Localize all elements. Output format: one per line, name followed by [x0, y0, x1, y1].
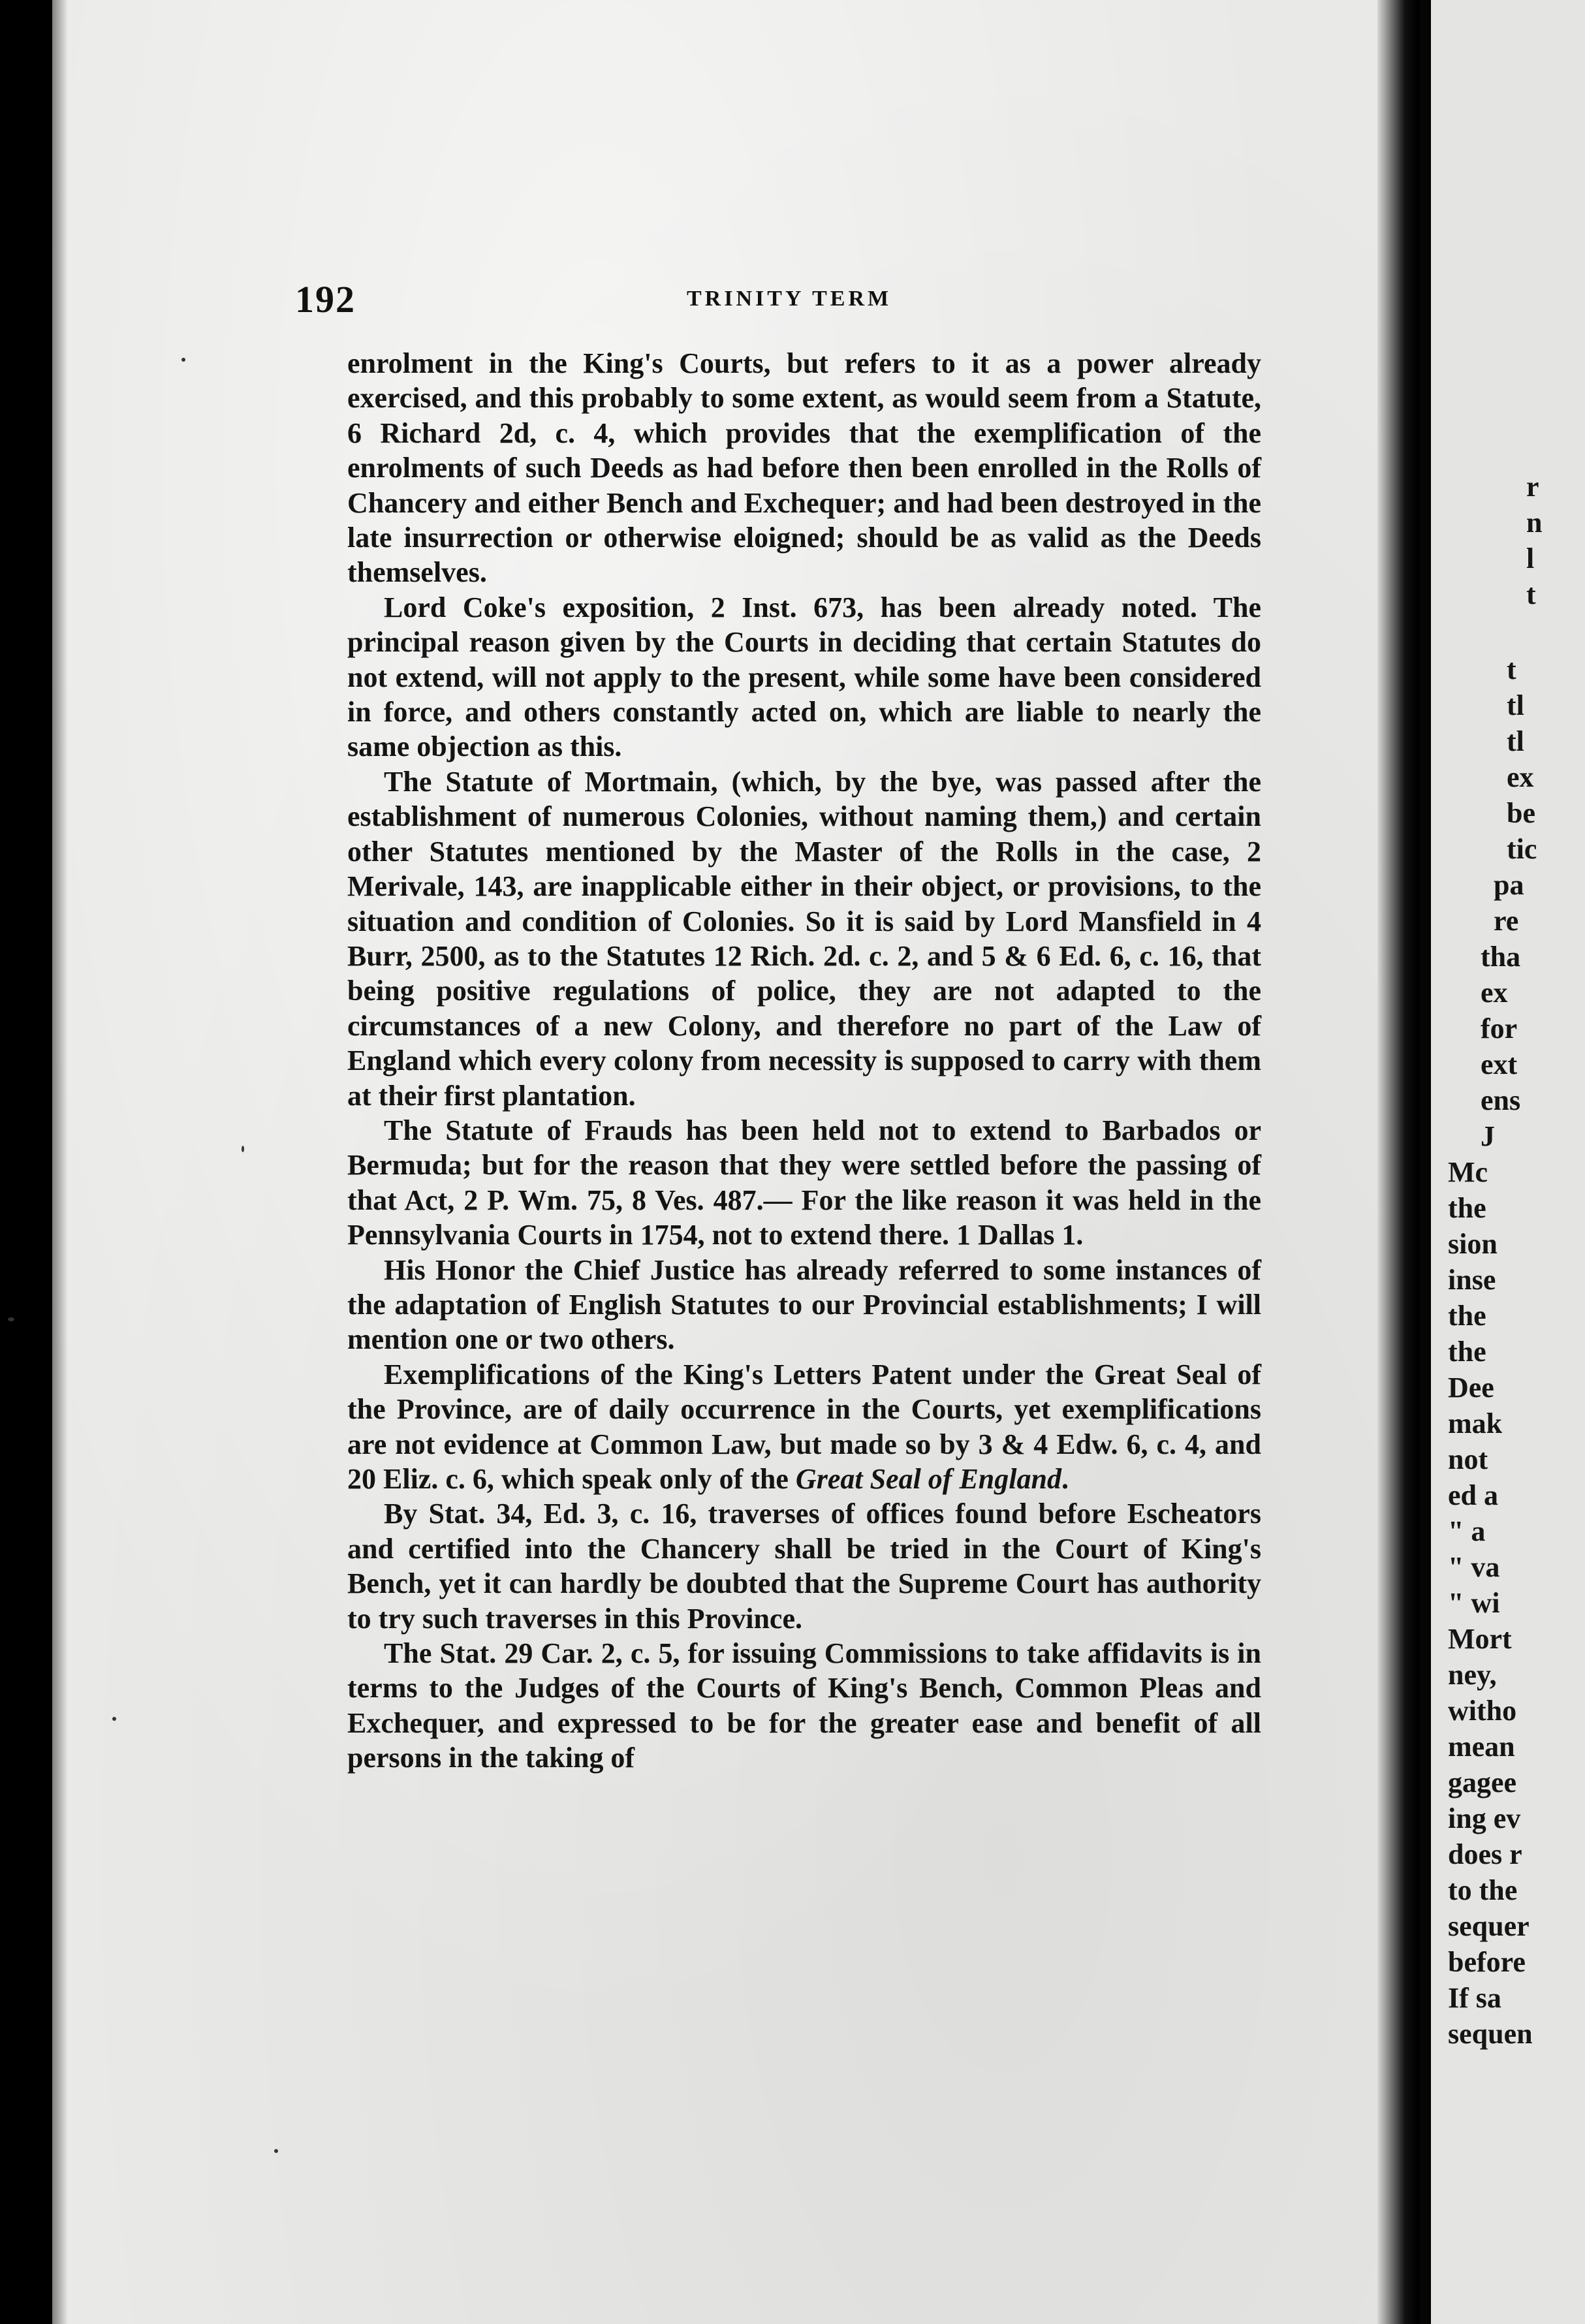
paragraph: The Statute of Mortmain, (which, by the bye, was passed after the establishment of numerous Colonies, without naming them,) and certain other Statutes mentioned by the Master of the Rolls in the case, 2 Merivale, 143, are inapplicable either in their object, or provisions, to the situation and condition of Colonies. So it is said by Lord Mansfield in 4 Burr, 2500, as to the Statutes 12 Rich. 2d. c. 2, and 5 & 6 Ed. 6, c. 16, that being positive regulations of police, they are not adapted to the circumstances of a new Colony, and therefore no part of the Law of England which every colony from necessity is supposed to carry with them at their first plantation. [347, 765, 1261, 1112]
facing-page-line: ing ev [1448, 1802, 1521, 1834]
facing-page-line: sion [1448, 1228, 1498, 1260]
facing-page-line: J [1481, 1120, 1495, 1152]
facing-page-line: Mort [1448, 1623, 1512, 1655]
facing-page-line: If sa [1448, 1982, 1501, 2014]
facing-page-line: ex [1481, 977, 1508, 1009]
facing-page-line: inse [1448, 1264, 1496, 1296]
facing-page-line: re [1494, 905, 1519, 937]
facing-page-line: sequer [1448, 1910, 1530, 1942]
facing-page-line: t [1507, 653, 1516, 685]
facing-page-line: gagee [1448, 1767, 1517, 1798]
facing-page-line: t [1526, 578, 1536, 610]
paragraph-text: . [1061, 1463, 1069, 1495]
paragraph: His Honor the Chief Justice has already referred to some instances of the adaptation of English Statutes to our Provincial establishments; I will mention one or two others. [347, 1253, 1261, 1356]
page-edge-shadow [52, 0, 68, 2324]
facing-page-line: tl [1507, 689, 1524, 721]
facing-page-line: tic [1507, 833, 1537, 865]
facing-page-line: the [1448, 1336, 1486, 1368]
facing-page-line: for [1481, 1013, 1518, 1044]
facing-page-line: mak [1448, 1407, 1503, 1439]
gutter-shadow [1420, 0, 1429, 2324]
facing-page-line: not [1448, 1443, 1488, 1475]
body-text [347, 346, 1261, 1776]
facing-page-line: sequen [1448, 2018, 1533, 2050]
ink-speck [8, 1317, 14, 1321]
running-head [295, 277, 1261, 323]
facing-page-text [1448, 0, 1585, 2324]
facing-page-line: the [1448, 1300, 1486, 1332]
ink-speck [274, 2149, 278, 2153]
facing-page-line: mean [1448, 1731, 1515, 1763]
facing-page-line: ed a [1448, 1479, 1498, 1511]
paragraph: Lord Coke's exposition, 2 Inst. 673, has been already noted. The principal reason given by the Courts in deciding that certain Statutes do not extend, will not apply to the present, while some have been considered in force, and others constantly acted on, which are liable to nearly the same objection as this. [347, 591, 1261, 763]
facing-page-line: ens [1481, 1084, 1521, 1116]
facing-page-line: before [1448, 1946, 1526, 1978]
facing-page-line: n [1526, 507, 1543, 539]
paragraph: The Statute of Frauds has been held not to extend to Barbados or Bermuda; but for the reason that they were settled before the passing of that Act, 2 P. Wm. 75, 8 Ves. 487.— For the like reason it was held in the Pennsylvania Courts in 1754, not to extend there. 1 Dallas 1. [347, 1114, 1261, 1251]
italic-citation: Great Seal of England [795, 1463, 1061, 1495]
facing-page-line: tha [1481, 941, 1521, 973]
ink-speck [112, 1717, 116, 1721]
facing-page-line: l [1526, 542, 1535, 574]
book-gutter [1377, 0, 1417, 2324]
paragraph: enrolment in the King's Courts, but refers to it as a power already exercised, and this probably to some extent, as would seem from a Statute, 6 Richard 2d, c. 4, which provides that the exemplification of the enrolments of such Deeds as had before then been enrolled in the Rolls of Chancery and either Bench and Exchequer; and had been destroyed in the late insurrection or otherwise eloigned; should be as valid as the Deeds themselves. [347, 347, 1261, 589]
facing-page-line: witho [1448, 1695, 1517, 1727]
page-number: 192 [295, 278, 356, 321]
paragraph-text: Exemplifications of the King's Letters Patent under the Great Seal of the Province, are of daily occurrence in the Courts, yet exemplifications are not evidence at Common Law, but made so by 3 & 4 Edw. 6, c. 4, and 20 Eliz. c. 6, which speak only of the [347, 1358, 1261, 1495]
paragraph: By Stat. 34, Ed. 3, c. 16, traverses of offices found before Escheators and certified into the Chancery shall be tried in the Court of King's Bench, yet it can hardly be doubted that the Supreme Court has authority to try such traverses in this Province. [347, 1498, 1261, 1635]
ink-speck [181, 358, 185, 362]
facing-page-line: Mc [1448, 1156, 1488, 1188]
facing-page-line: ney, [1448, 1659, 1497, 1691]
facing-page-line: " wi [1448, 1587, 1500, 1619]
facing-page-line: pa [1494, 869, 1524, 901]
facing-page-line: r [1526, 471, 1539, 503]
running-title: TRINITY TERM [687, 287, 892, 311]
facing-page-line: does r [1448, 1838, 1522, 1870]
facing-page-line: be [1507, 797, 1535, 829]
facing-page-line: " va [1448, 1551, 1500, 1583]
facing-page-line: the [1448, 1192, 1486, 1224]
facing-page-line: to the [1448, 1874, 1518, 1906]
ink-speck [242, 1146, 244, 1152]
facing-page-line: " a [1448, 1515, 1486, 1547]
facing-page-line: Dee [1448, 1372, 1494, 1404]
facing-page-line: tl [1507, 725, 1524, 757]
facing-page-line: ext [1481, 1048, 1518, 1080]
facing-page-line: ex [1507, 761, 1534, 793]
paragraph [347, 1357, 1261, 1497]
paragraph: The Stat. 29 Car. 2, c. 5, for issuing Commissions to take affidavits is in terms to the Judges of the Courts of King's Bench, Common Pleas and Exchequer, and expressed to be for the greater ease and benefit of all persons in the taking of [347, 1637, 1261, 1774]
